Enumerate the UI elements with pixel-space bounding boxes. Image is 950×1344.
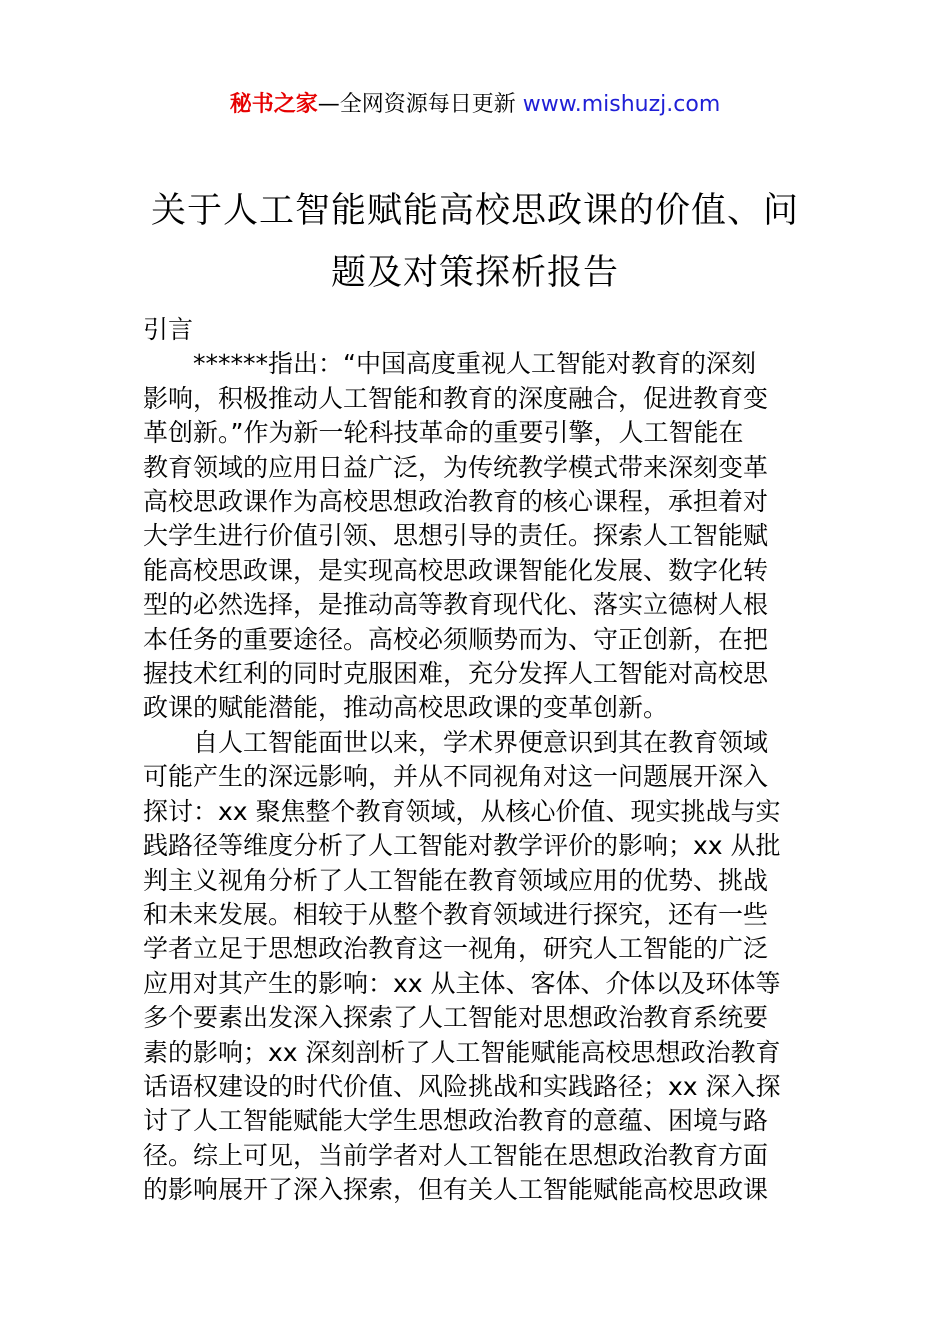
text-line: 讨了人工智能赋能大学生思想政治教育的意蕴、困境与路 — [143, 1106, 769, 1136]
text-line: 可能产生的深远影响，并从不同视角对这一问题展开深入 — [143, 762, 769, 792]
text-line: 学者立足于思想政治教育这一视角，研究人工智能的广泛 — [143, 934, 769, 964]
text-line: 教育领域的应用日益广泛，为传统教学模式带来深刻变革 — [143, 452, 769, 482]
paragraph-1 — [143, 347, 813, 725]
text-line: 本任务的重要途径。高校必须顺势而为、守正创新，在把 — [143, 624, 769, 654]
document-title — [140, 180, 810, 304]
text-line: 践路径等维度分析了人工智能对教学评价的影响；xx 从批 — [143, 831, 781, 861]
text-line: 和未来发展。相较于从整个教育领域进行探究，还有一些 — [143, 899, 769, 929]
site-slogan: —全网资源每日更新 — [317, 92, 523, 117]
text-line: 政课的赋能潜能，推动高校思政课的变革创新。 — [143, 693, 669, 723]
site-header — [0, 88, 950, 122]
site-brand: 秘书之家 — [229, 92, 318, 117]
section-label: 引言 — [143, 315, 194, 344]
text-line: 素的影响；xx 深刻剖析了人工智能赋能高校思想政治教育 — [143, 1037, 781, 1067]
text-line: 话语权建设的时代价值、风险挑战和实践路径；xx 深入探 — [143, 1071, 781, 1101]
site-url-link[interactable]: www.mishuzj.com — [522, 92, 721, 117]
text-line: 自人工智能面世以来，学术界便意识到其在教育领域 — [193, 727, 769, 757]
text-line: 握技术红利的同时克服困难，充分发挥人工智能对高校思 — [143, 659, 769, 689]
text-line: 型的必然选择，是推动高等教育现代化、落实立德树人根 — [143, 590, 769, 620]
text-line: 径。综上可见，当前学者对人工智能在思想政治教育方面 — [143, 1140, 769, 1170]
text-line: 高校思政课作为高校思想政治教育的核心课程，承担着对 — [143, 487, 769, 517]
text-line: 的影响展开了深入探索，但有关人工智能赋能高校思政课 — [143, 1175, 769, 1205]
text-line: ******指出：“中国高度重视人工智能对教育的深刻 — [193, 349, 756, 379]
text-line: 大学生进行价值引领、思想引导的责任。探索人工智能赋 — [143, 521, 769, 551]
document-body — [143, 313, 813, 1208]
title-line: 题及对策探析报告 — [330, 253, 619, 293]
paragraph-2 — [143, 726, 813, 1208]
text-line: 探讨：xx 聚焦整个教育领域，从核心价值、现实挑战与实 — [143, 796, 781, 826]
text-line: 多个要素出发深入探索了人工智能对思想政治教育系统要 — [143, 1003, 769, 1033]
text-line: 影响，积极推动人工智能和教育的深度融合，促进教育变 — [143, 383, 769, 413]
text-line: 革创新。”作为新一轮科技革命的重要引擎，人工智能在 — [143, 418, 744, 448]
text-line: 判主义视角分析了人工智能在教育领域应用的优势、挑战 — [143, 865, 769, 895]
text-line: 能高校思政课，是实现高校思政课智能化发展、数字化转 — [143, 555, 769, 585]
text-line: 应用对其产生的影响：xx 从主体、客体、介体以及环体等 — [143, 968, 781, 998]
title-line: 关于人工智能赋能高校思政课的价值、问 — [150, 191, 799, 231]
